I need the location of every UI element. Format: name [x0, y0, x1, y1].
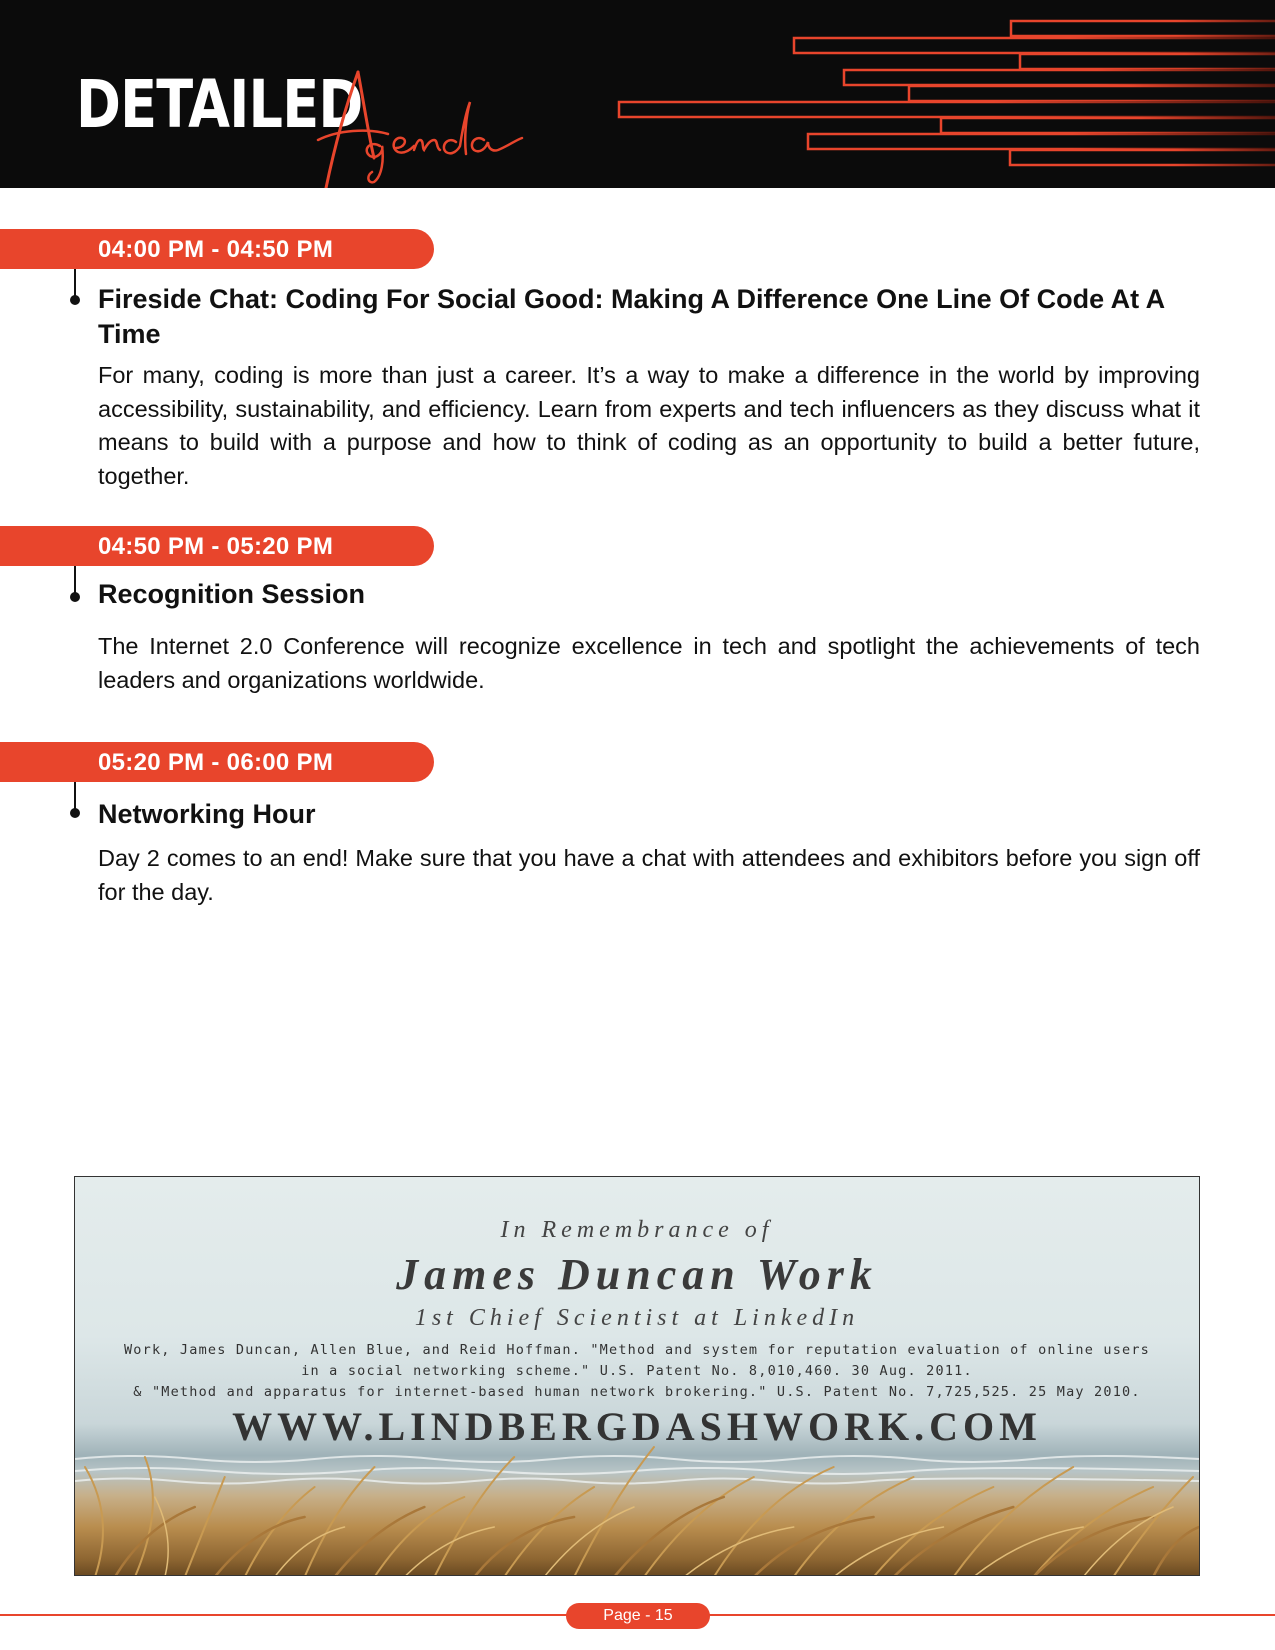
- memorial-role: 1st Chief Scientist at LinkedIn: [414, 1305, 860, 1331]
- memorial-banner: [74, 1176, 1200, 1576]
- citation-line-1: Work, James Duncan, Allen Blue, and Reid Hoffman. "Method and system for reputation evaluation of online users in a social networking scheme." U.S. Patent No. 8,010,460. 30 Aug. 2011.: [123, 1342, 1151, 1379]
- memorial-website-link[interactable]: WWW.LINDBERGDASHWORK.COM: [232, 1404, 1042, 1449]
- session-time-badge: 05:20 PM - 06:00 PM: [0, 742, 434, 782]
- session-time-badge: 04:00 PM - 04:50 PM: [0, 229, 434, 269]
- session-title: Fireside Chat: Coding For Social Good: Making A Difference One Line Of Code At A Time: [98, 284, 1165, 349]
- header-script-word: [318, 60, 538, 188]
- memorial-name: James Duncan Work: [396, 1250, 878, 1299]
- timeline-bullet-icon: [70, 808, 80, 818]
- memorial-preface: In Remembrance of: [500, 1217, 774, 1243]
- page-header: [0, 0, 1275, 188]
- timeline-connector: [74, 269, 76, 297]
- citation-line-2: & "Method and apparatus for internet-based human network brokering." U.S. Patent No. 7,725,525. 25 May 2010.: [133, 1384, 1141, 1400]
- session-time-badge: 04:50 PM - 05:20 PM: [0, 526, 434, 566]
- timeline-connector: [74, 566, 76, 594]
- timeline-bullet-icon: [70, 295, 80, 305]
- session-title: Networking Hour: [98, 799, 316, 829]
- timeline-bullet-icon: [70, 592, 80, 602]
- header-decorative-lines: [600, 0, 1275, 188]
- timeline-connector: [74, 782, 76, 810]
- page-number-badge: Page - 15: [566, 1603, 710, 1629]
- session-description: For many, coding is more than just a career. It’s a way to make a difference in the world by improving accessibility, sustainability, and efficiency. Learn from experts and tech influencers as they discuss what it means to build with a purpose and how to think of coding as an opportunity to build a better future, together.: [98, 362, 1200, 489]
- session-description: The Internet 2.0 Conference will recognize excellence in tech and spotlight the achievements of tech leaders and organizations worldwide.: [98, 633, 1200, 693]
- session-title: Recognition Session: [98, 579, 366, 609]
- header-title: DETAILED: [76, 66, 363, 143]
- session-description: Day 2 comes to an end! Make sure that you have a chat with attendees and exhibitors before you sign off for the day.: [98, 845, 1200, 905]
- memorial-citation: [75, 1340, 1199, 1403]
